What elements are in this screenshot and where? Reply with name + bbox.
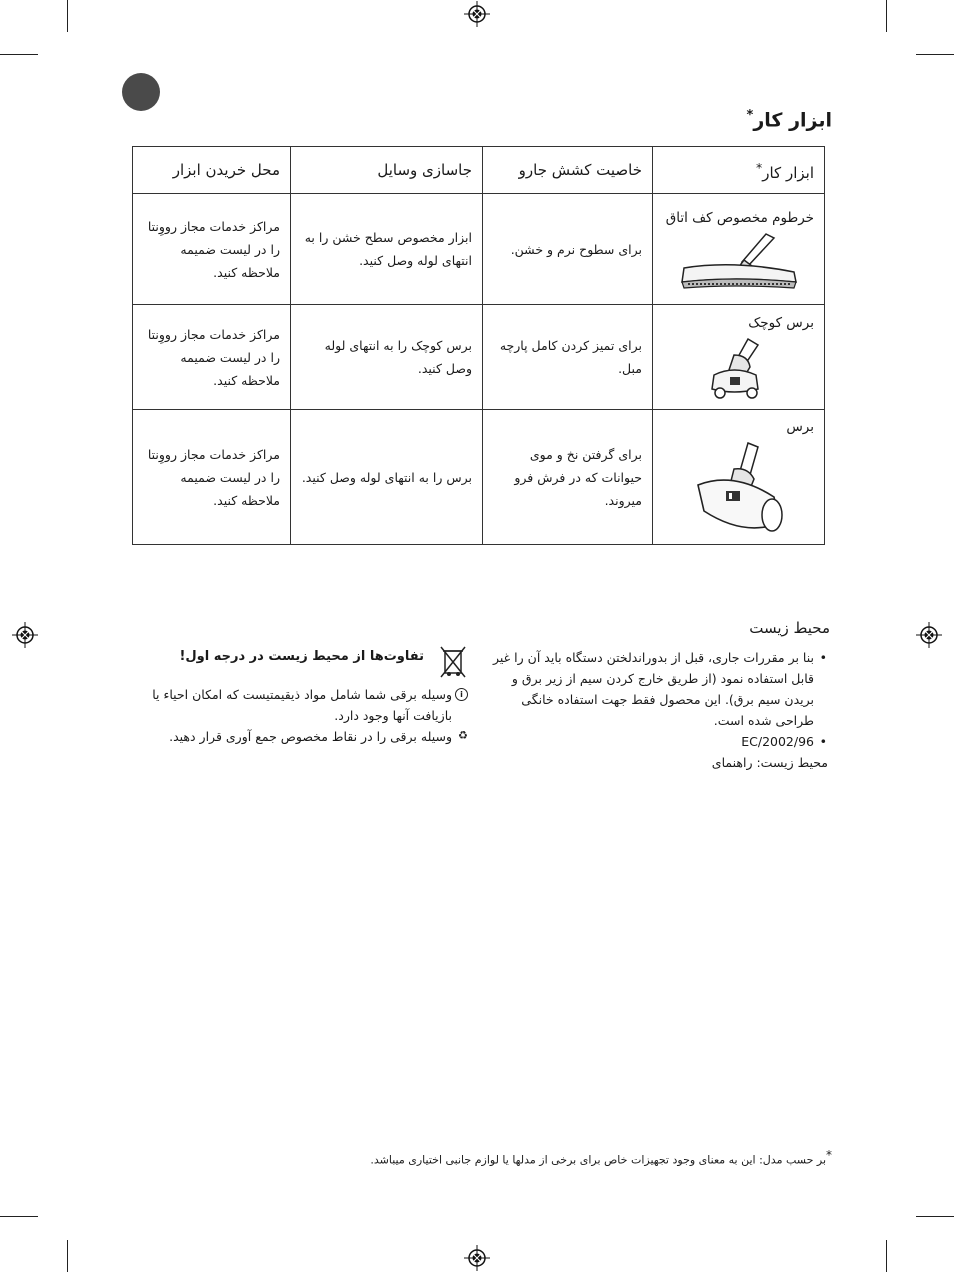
crossed-bin-icon: [438, 643, 468, 679]
footnote: [212, 1148, 832, 1167]
purchase-cell: مراکز خدمات مجاز رووِنتا را در لیست ضمیمه ملاحظه کنید.: [133, 305, 291, 410]
recycle-icon: ♻: [458, 729, 468, 742]
environment-body: [490, 647, 828, 773]
table-row: [133, 194, 825, 305]
crop-mark: [916, 1216, 954, 1217]
storage-cell: برس را به انتهای لوله وصل کنید.: [291, 410, 483, 545]
tool-cell: [653, 194, 825, 305]
storage-cell: ابزار مخصوص سطح خشن را به انتهای لوله وصل کنید.: [291, 194, 483, 305]
registration-mark-left: [12, 622, 38, 648]
recycling-item: ♻ وسیله برقی را در نقاط مخصوص جمع آوری قرار دهید.: [169, 729, 468, 744]
function-cell: برای تمیز کردن کامل پارچه مبل.: [483, 305, 653, 410]
tool-name: خرطوم مخصوص کف اتاق: [665, 210, 814, 226]
tools-table: [132, 146, 825, 545]
storage-cell: برس کوچک را به انتهای لوله وصل کنید.: [291, 305, 483, 410]
recycling-title: تفاوت‌ها از محیط زیست در درجه اول!: [179, 649, 424, 664]
environment-after-text: محیط زیست: راهنمای: [711, 755, 828, 770]
page-title: ابزار کار*: [746, 108, 832, 132]
crop-mark: [67, 0, 68, 32]
recycling-items: [132, 684, 468, 747]
registration-mark-top: [464, 1, 490, 27]
recycling-header: [179, 643, 468, 679]
crop-mark: [886, 0, 887, 32]
tool-name: برس: [786, 419, 814, 435]
crop-mark: [886, 1240, 887, 1272]
crop-mark: [0, 1216, 38, 1217]
crop-mark: [0, 54, 38, 55]
crop-mark: [916, 54, 954, 55]
recycling-item: i وسیله برقی شما شامل مواد ذیقیمتیست که امکان احیاء یا بازیافت آنها وجود دارد.: [132, 684, 468, 726]
footnote-text: بر حسب مدل: این به معنای وجود تجهیزات خاص برای برخی از مدلها یا لوازم جانبی اختیاری میباشد.: [370, 1153, 826, 1167]
crop-mark: [67, 1240, 68, 1272]
turbo-brush-icon: [684, 441, 794, 537]
header-function: خاصیت کشش جارو: [483, 147, 653, 194]
table-header-row: [133, 147, 825, 194]
footnote-asterisk: *: [826, 1148, 832, 1162]
header-storage: جاسازی وسایل: [291, 147, 483, 194]
purchase-cell: مراکز خدمات مجاز رووِنتا را در لیست ضمیمه ملاحظه کنید.: [133, 194, 291, 305]
function-cell: برای گرفتن نخ و موی حیوانات که در فرش فرو میروند.: [483, 410, 653, 545]
registration-mark-bottom: [464, 1245, 490, 1271]
environment-bullet-directive: • 2002/96/EC: [490, 731, 814, 752]
info-icon: i: [455, 688, 468, 701]
environment-bullets: [490, 647, 828, 752]
floor-nozzle-icon: [674, 232, 804, 290]
header-purchase: محل خریدن ابزار: [133, 147, 291, 194]
table-row: [133, 410, 825, 545]
environment-title: محیط زیست: [749, 619, 830, 637]
language-tab-marker: [122, 73, 160, 111]
mini-turbo-brush-icon: [704, 337, 774, 401]
tool-cell: [653, 305, 825, 410]
table-row: [133, 305, 825, 410]
tool-cell: [653, 410, 825, 545]
environment-bullet: • بنا بر مقررات جاری، قبل از بدوراندلختن دستگاه باید آن را غیر قابل استفاده نمود (از طریق خارج کردن سیم از زیر برق و بریدن سیم برق). این محصول فقط جهت استفاده خانگی طراحی شده است.: [490, 647, 814, 731]
purchase-cell: مراکز خدمات مجاز رووِنتا را در لیست ضمیمه ملاحظه کنید.: [133, 410, 291, 545]
registration-mark-right: [916, 622, 942, 648]
header-tool: ابزار کار*: [653, 147, 825, 194]
tool-name: برس کوچک: [748, 315, 814, 331]
function-cell: برای سطوح نرم و خشن.: [483, 194, 653, 305]
title-asterisk: *: [746, 108, 754, 123]
